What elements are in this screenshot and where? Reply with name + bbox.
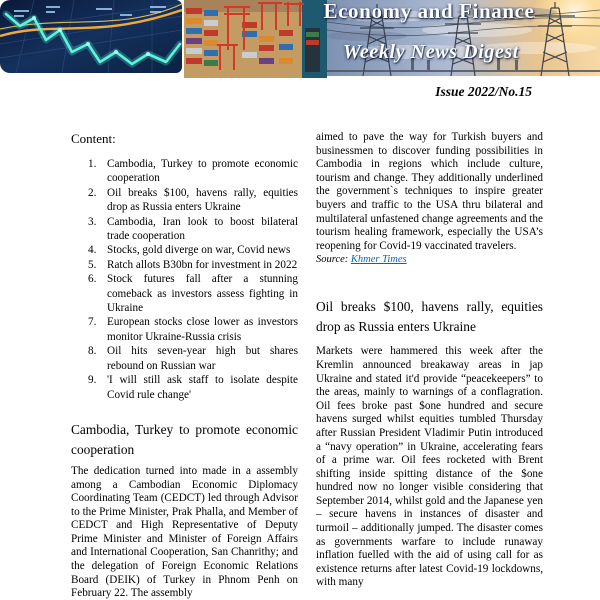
article1-heading: Cambodia, Turkey to promote economic cooperation [71, 421, 298, 457]
body-columns [71, 131, 543, 600]
content-list-item-4: Stocks, gold diverge on war, Covid news [107, 244, 291, 257]
content-list-item-3: Cambodia, Iran look to boost bilateral trade cooperation [107, 215, 298, 243]
newsletter-subtitle: Weekly News Digest [343, 41, 519, 63]
newsletter-title: Economy and Finance [323, 0, 535, 23]
stock-chart-image [0, 0, 182, 73]
container-port-graphic [184, 0, 327, 78]
article1-body-continued: aimed to pave the way for Turkish buyers and businessmen to discover funding possibilities in Cambodia in regions which include culture, tourism and change. They additionally underlined the government`s techniques to inspire greater buyers and traffic to the USA thru bilateral and multilateral unfastened change agreements and the tourism healing framework, especially the USA’s reopening for Covid-19 vaccinated travelers. [316, 131, 543, 252]
article2-heading: Oil breaks $100, havens rally, equities drop as Russia enters Ukraine [316, 299, 543, 335]
content-list-item-8: Oil hits seven-year high but shares rebound on Russian war [107, 345, 298, 372]
container-port-image [184, 0, 327, 78]
source-line [316, 253, 543, 266]
right-column [316, 131, 543, 600]
content-list-item-6: Stock futures fall after a stunning comeback as investors assess fighting in Ukraine [107, 273, 298, 315]
issue-number: Issue 2022/No.15 [435, 84, 532, 99]
content-list-item-7: European stocks close lower as investors monitor Ukraine-Russia crisis [107, 316, 298, 343]
article2-body: Markets were hammered this week after the Kremlin announced breakaway areas in jap Ukraine and stated it'd provide “peacekeepers” to the areas, mainly to warnings of a conflagration. Oil fees broke past $one hundred and secure havens surged whilst equities tumbled Thursday after Russian President Vladimir Putin introduced a “navy operation” in Ukraine, accelerating fears of a prime war. Oil fees rocketed with Brent shifting inside spitting distance of the $one hundred now no longer visible considering that September 2014, whilst gold and the Japanese yen – secure havens in instances of disaster and turmoil – additionally jumped. The disaster comes as governments warfare to include runaway inflation fuelled with the aid of using call for as existence returns after latest Covid-19 lockdowns, with many [316, 345, 543, 589]
left-column [71, 131, 298, 600]
source-label: Source: [316, 254, 349, 266]
article1-body: The dedication turned into made in a assembly among a Cambodian Economic Diplomacy Coordinating Team (CEDCT) led through Advisor to the Prime Minister, Prak Phalla, and Member of CEDCT and High Representative of Deputy Prime Minister and Minister of Foreign Affairs and International Cooperation, San Chanrithy; and the delegation of Foreign Economic Relations Board (DEIK) of Turkey in Phnom Penh on February 22. The assembly [71, 464, 298, 600]
content-list-item-2: Oil breaks $100, havens rally, equities drop as Russia enters Ukraine [107, 186, 298, 214]
header-banner [0, 0, 600, 78]
stock-chart-graphic [0, 0, 182, 73]
content-list-item-1: Cambodia, Turkey to promote economic cooperation [107, 158, 298, 185]
content-list [71, 157, 298, 402]
source-link[interactable]: Khmer Times [350, 254, 407, 266]
content-heading: Content: [71, 131, 116, 146]
content-list-item-5: Ratch allots B30bn for investment in 2022 [107, 258, 298, 271]
content-list-item-9: 'I will still ask staff to isolate despite Covid rule change' [107, 374, 298, 401]
